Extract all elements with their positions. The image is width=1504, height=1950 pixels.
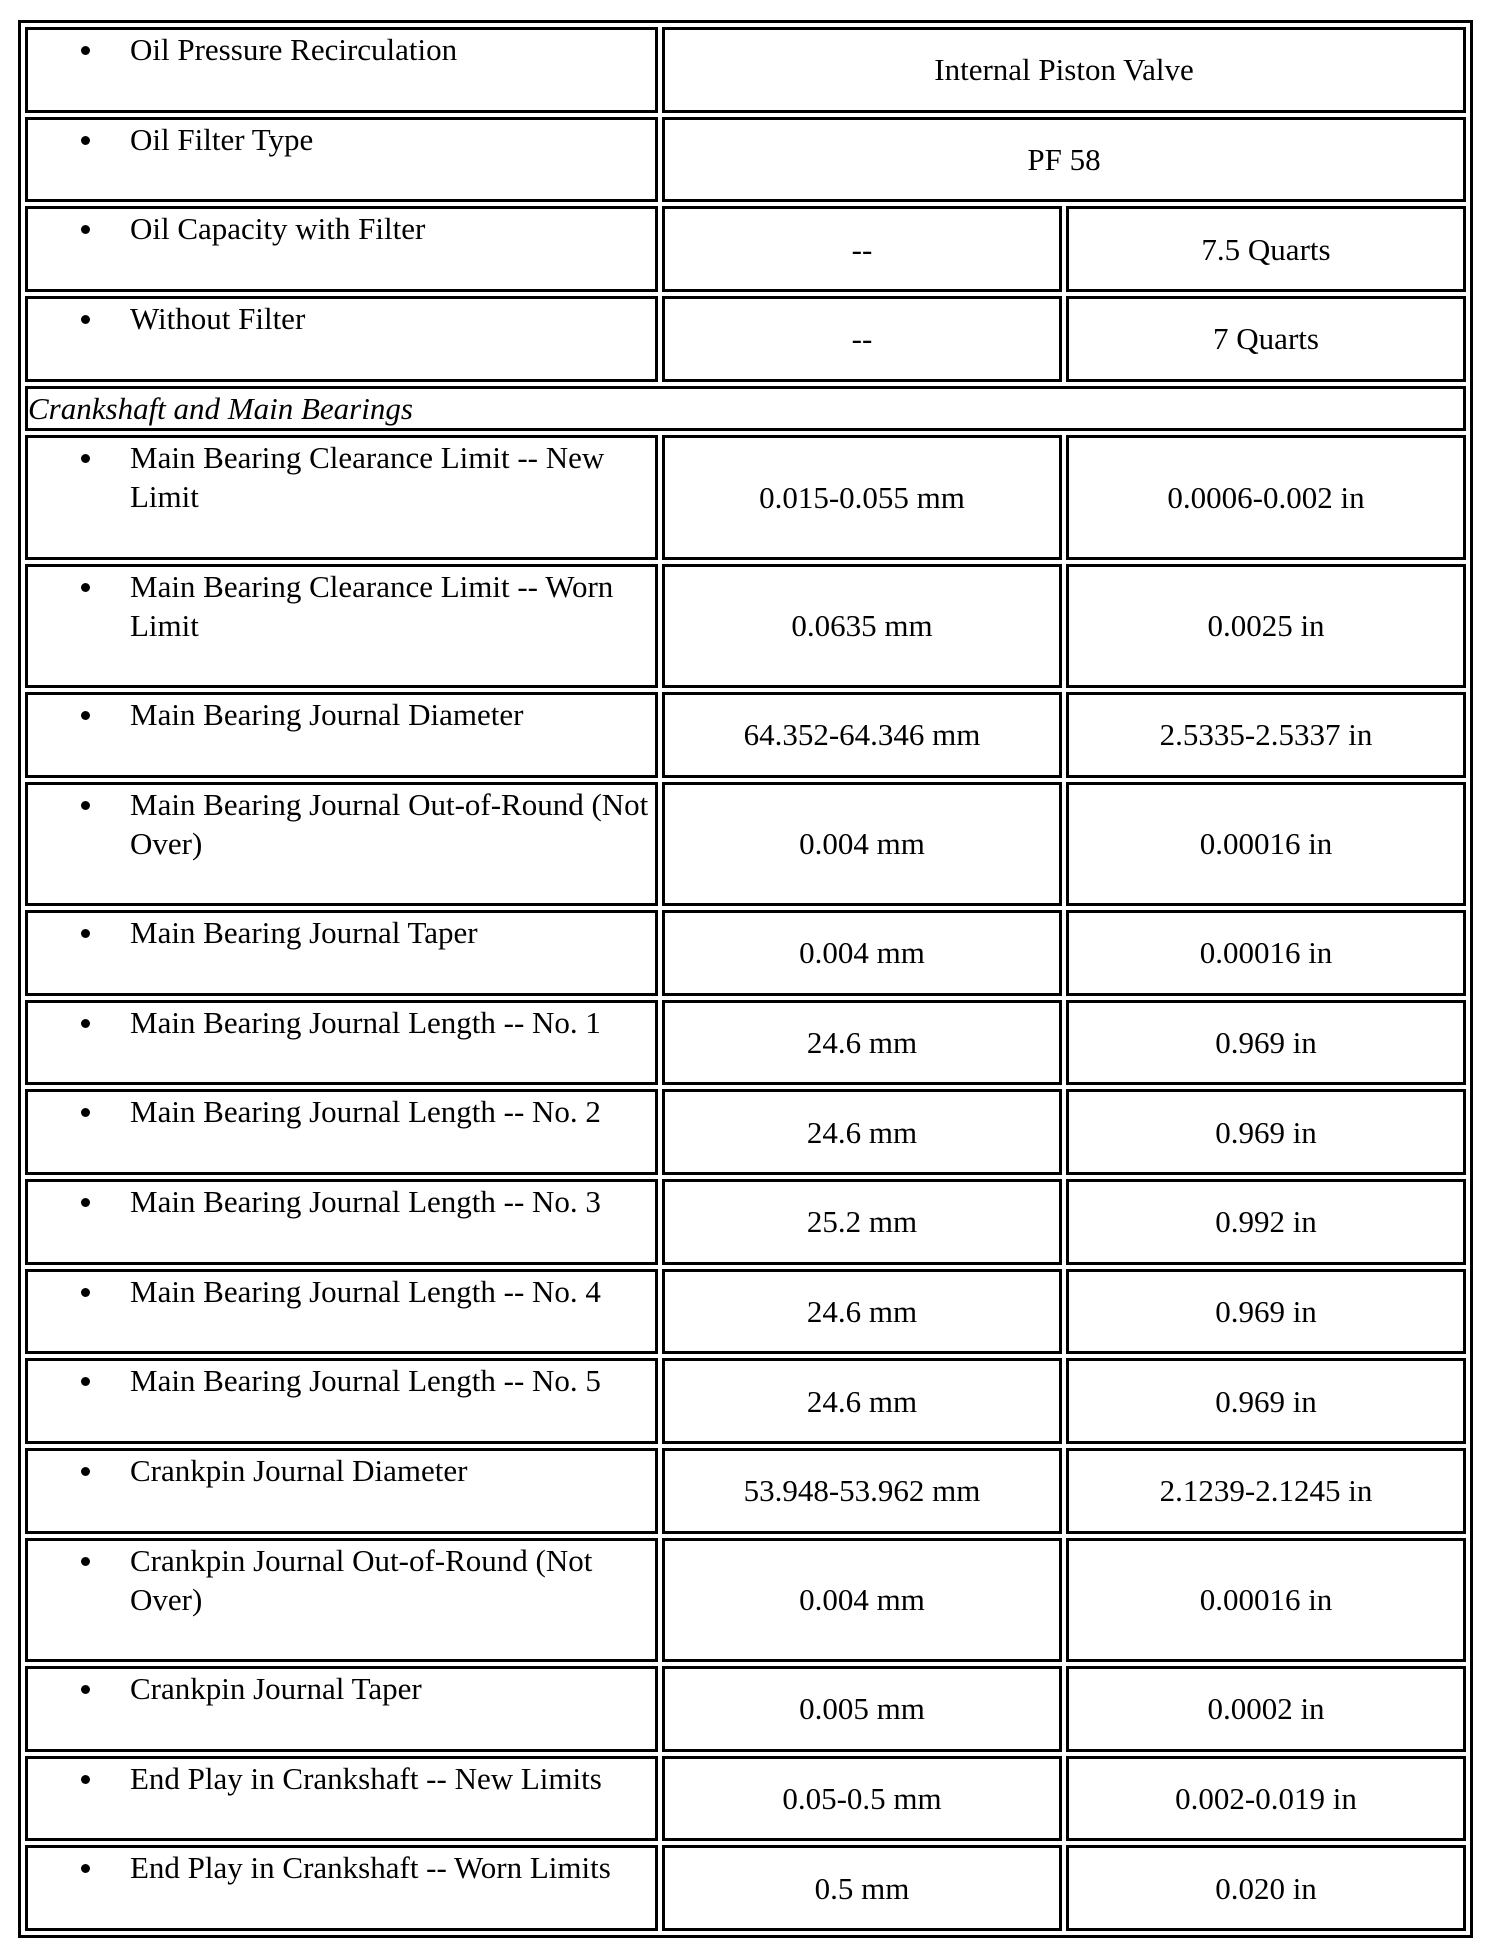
table-row [25,117,1466,203]
spec-value: Internal Piston Valve [662,27,1466,113]
imperial-value: 2.5335-2.5337 in [1066,692,1466,778]
imperial-value: 0.00016 in [1066,1538,1466,1662]
metric-value: 24.6 mm [662,1269,1062,1355]
spec-label-cell [25,782,658,906]
table-row [25,296,1466,382]
table-row [25,1538,1466,1662]
table-row [25,1358,1466,1444]
metric-value: 0.05-0.5 mm [662,1756,1062,1842]
spec-label-cell [25,564,658,688]
table-row [25,910,1466,996]
spec-label: End Play in Crankshaft -- Worn Limits [130,1848,655,1887]
spec-label-cell [25,1448,658,1534]
spec-table [18,20,1473,1938]
spec-label-cell [25,1756,658,1842]
table-row [25,1179,1466,1265]
metric-value: 53.948-53.962 mm [662,1448,1062,1534]
imperial-value: 0.00016 in [1066,910,1466,996]
spec-label: Crankpin Journal Taper [130,1669,655,1708]
spec-label: Main Bearing Journal Length -- No. 5 [130,1361,655,1400]
spec-label-cell [25,1089,658,1175]
spec-label-cell [25,692,658,778]
metric-value: 24.6 mm [662,1000,1062,1086]
imperial-value: 0.969 in [1066,1269,1466,1355]
spec-label-cell [25,1269,658,1355]
table-row [25,782,1466,906]
spec-label: Oil Capacity with Filter [130,209,655,248]
spec-label-cell [25,435,658,559]
spec-label-cell [25,1845,658,1931]
imperial-value: 0.969 in [1066,1000,1466,1086]
table-row [25,1845,1466,1931]
spec-label: Main Bearing Journal Out-of-Round (Not Over) [130,785,655,863]
metric-value: 0.005 mm [662,1666,1062,1752]
spec-label: Main Bearing Clearance Limit -- New Limit [130,438,655,516]
metric-value: 0.004 mm [662,782,1062,906]
table-row [25,27,1466,113]
metric-value: -- [662,206,1062,292]
section-header-row [25,386,1466,432]
table-row [25,206,1466,292]
table-row [25,435,1466,559]
metric-value: 0.004 mm [662,1538,1062,1662]
imperial-value: 0.0025 in [1066,564,1466,688]
spec-label-cell [25,1179,658,1265]
table-row [25,1000,1466,1086]
spec-label-cell [25,1000,658,1086]
metric-value: 0.5 mm [662,1845,1062,1931]
spec-label: Main Bearing Journal Length -- No. 4 [130,1272,655,1311]
imperial-value: 0.002-0.019 in [1066,1756,1466,1842]
table-row [25,1089,1466,1175]
spec-label: Crankpin Journal Diameter [130,1451,655,1490]
spec-label-cell [25,117,658,203]
metric-value: 25.2 mm [662,1179,1062,1265]
spec-label: Crankpin Journal Out-of-Round (Not Over) [130,1541,655,1619]
spec-label-cell [25,1538,658,1662]
imperial-value: 0.0006-0.002 in [1066,435,1466,559]
imperial-value: 0.969 in [1066,1358,1466,1444]
imperial-value: 7.5 Quarts [1066,206,1466,292]
table-row [25,692,1466,778]
spec-label: Main Bearing Clearance Limit -- Worn Limit [130,567,655,645]
imperial-value: 7 Quarts [1066,296,1466,382]
table-row [25,1448,1466,1534]
metric-value: 64.352-64.346 mm [662,692,1062,778]
imperial-value: 0.020 in [1066,1845,1466,1931]
imperial-value: 0.992 in [1066,1179,1466,1265]
spec-label-cell [25,910,658,996]
spec-label: Main Bearing Journal Taper [130,913,655,952]
spec-label-cell [25,27,658,113]
metric-value: -- [662,296,1062,382]
imperial-value: 0.969 in [1066,1089,1466,1175]
spec-label: Main Bearing Journal Length -- No. 3 [130,1182,655,1221]
spec-label-cell [25,1358,658,1444]
imperial-value: 0.00016 in [1066,782,1466,906]
imperial-value: 2.1239-2.1245 in [1066,1448,1466,1534]
spec-label: Main Bearing Journal Length -- No. 2 [130,1092,655,1131]
table-row [25,1269,1466,1355]
metric-value: 0.015-0.055 mm [662,435,1062,559]
spec-label: Oil Filter Type [130,120,655,159]
spec-label: Oil Pressure Recirculation [130,30,655,69]
spec-label-cell [25,296,658,382]
table-row [25,1666,1466,1752]
spec-label: End Play in Crankshaft -- New Limits [130,1759,655,1798]
metric-value: 0.004 mm [662,910,1062,996]
table-row [25,1756,1466,1842]
section-title: Crankshaft and Main Bearings [25,386,1466,432]
spec-label: Without Filter [130,299,655,338]
spec-label: Main Bearing Journal Length -- No. 1 [130,1003,655,1042]
spec-label-cell [25,206,658,292]
spec-label-cell [25,1666,658,1752]
table-row [25,564,1466,688]
metric-value: 0.0635 mm [662,564,1062,688]
spec-value: PF 58 [662,117,1466,203]
spec-label: Main Bearing Journal Diameter [130,695,655,734]
imperial-value: 0.0002 in [1066,1666,1466,1752]
metric-value: 24.6 mm [662,1089,1062,1175]
metric-value: 24.6 mm [662,1358,1062,1444]
